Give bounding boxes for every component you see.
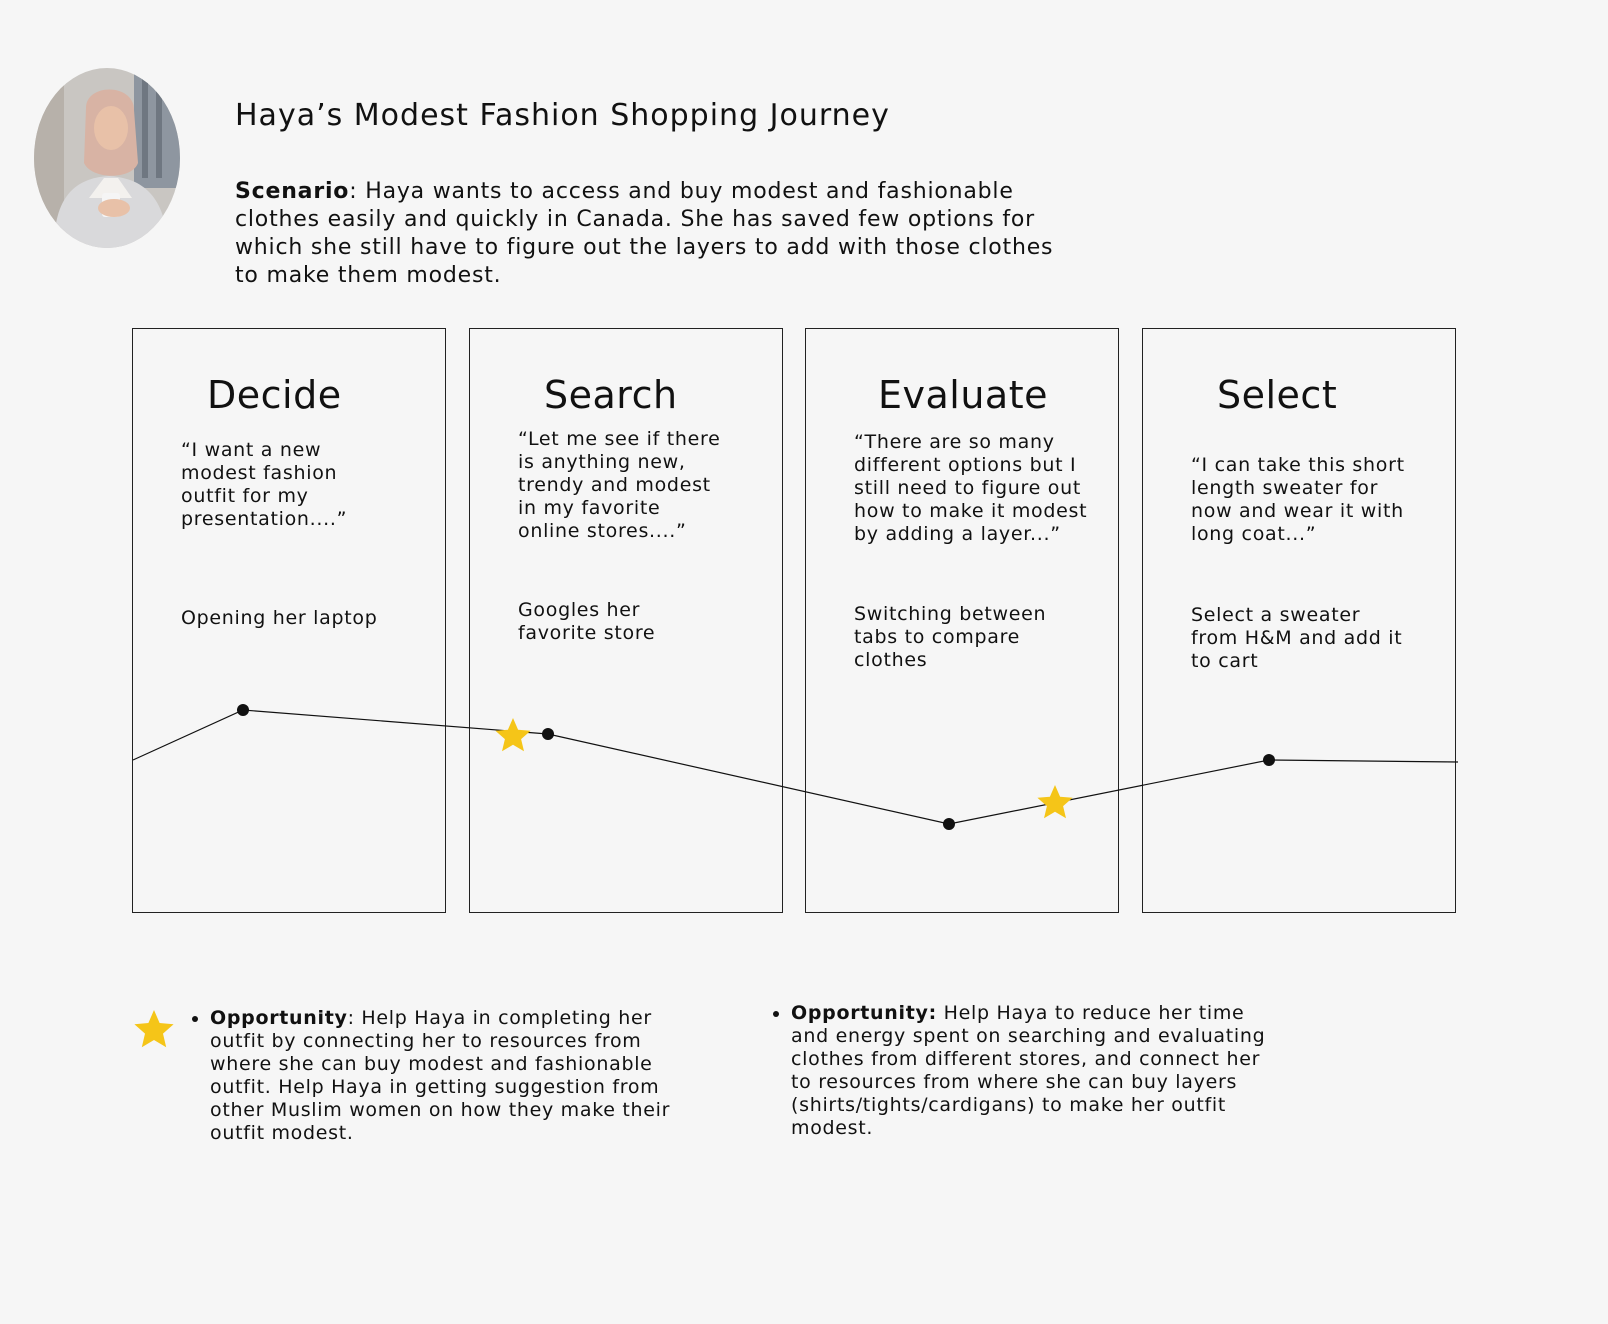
opportunity-text: Help Haya to reduce her time and energy spent on searching and evaluating clothes from different stores, and connect her to resources from where she can buy layers (shirts/tights/cardigans) to make her outfit modest. [791, 1002, 1266, 1139]
persona-photo [34, 68, 180, 248]
opportunity-text: : Help Haya in completing her outfit by connecting her to resources from where she can buy modest and fashionable outfit. Help Haya in getting suggestion from other Muslim women on how they make their outfit modest. [210, 1007, 671, 1144]
opportunity-item [210, 1007, 686, 1145]
stage-quote: “Let me see if there is anything new, trendy and modest in my favorite online stores....” [518, 428, 721, 542]
scenario-text: : Haya wants to access and buy modest and fashionable clothes easily and quickly in Canada. She has saved few options for which she still have to figure out the layers to add with those clothes to make them modest. [235, 179, 1054, 288]
stage-title: Evaluate [878, 373, 1048, 417]
stage-action: Switching between tabs to compare clothes [854, 603, 1047, 671]
stage-select [1142, 328, 1456, 913]
scenario-label: Scenario [235, 179, 350, 204]
stage-action: Select a sweater from H&M and add it to cart [1191, 604, 1403, 672]
stage-title: Search [544, 373, 678, 417]
opportunity-label: Opportunity: [791, 1002, 937, 1024]
persona-avatar [34, 68, 180, 248]
legend-star-icon [132, 1008, 176, 1052]
stage-quote: “I can take this short length sweater for now and wear it with long coat...” [1191, 454, 1405, 545]
stage-title: Select [1217, 373, 1338, 417]
stage-quote: “There are so many different options but I still need to figure out how to make it modest by adding a layer...” [854, 431, 1088, 545]
scenario-paragraph [235, 178, 1055, 290]
opportunity-note-2 [767, 1002, 1287, 1140]
opportunity-label: Opportunity [210, 1007, 348, 1029]
opportunity-note-1 [186, 1007, 686, 1145]
stage-decide [132, 328, 446, 913]
stage-quote: “I want a new modest fashion outfit for my presentation....” [181, 439, 348, 530]
page-title: Haya’s Modest Fashion Shopping Journey [235, 98, 890, 133]
stage-title: Decide [207, 373, 342, 417]
stage-action: Googles her favorite store [518, 599, 656, 644]
stage-action: Opening her laptop [181, 607, 378, 629]
stage-search [469, 328, 783, 913]
opportunity-item [791, 1002, 1287, 1140]
stage-evaluate [805, 328, 1119, 913]
